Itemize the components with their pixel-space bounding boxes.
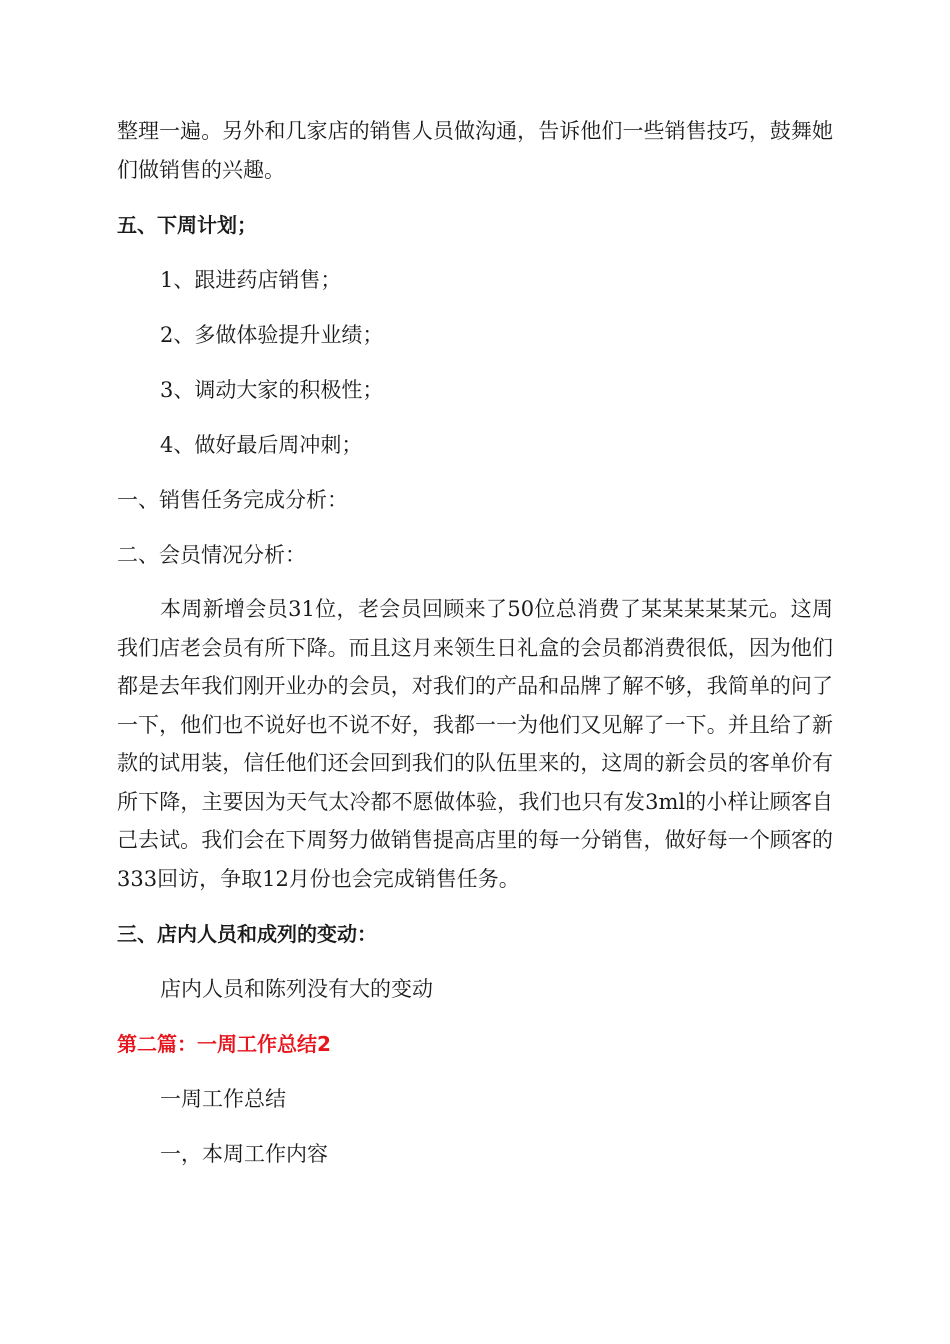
heading-staff-display-changes: 三、店内人员和成列的变动：	[117, 922, 377, 946]
section-member-analysis: 二、会员情况分析：	[117, 543, 306, 567]
staff-display-changes-text: 店内人员和陈列没有大的变动	[160, 977, 433, 1001]
plan-item: 2、多做体验提升业绩；	[160, 323, 384, 347]
member-analysis-paragraph: 本周新增会员31位，老会员回顾来了50位总消费了某某某某某元。这周我们店老会员有所下降。而且这月来领生日礼盒的会员都消费很低，因为他们都是去年我们刚开业办的会员，对我们的产品和品牌了解不够，我简单的问了一下，他们也不说好也不说不好，我都一一为他们又见解了一下。并且给了新款的试用装，信任他们还会回到我们的队伍里来的，这周的新会员的客单价有所下降，主要因为天气太冷都不愿做体验，我们也只有发3ml的小样让顾客自己去试。我们会在下周努力做销售提高店里的每一分销售，做好每一个顾客的333回访，争取12月份也会完成销售任务。	[117, 597, 833, 891]
intro-paragraph: 整理一遍。另外和几家店的销售人员做沟通，告诉他们一些销售技巧，鼓舞她们做销售的兴趣。	[117, 119, 833, 182]
plan-item: 3、调动大家的积极性；	[160, 378, 384, 402]
heading-next-week-plan: 五、下周计划；	[117, 213, 257, 237]
chapter-2-item: 一，本周工作内容	[160, 1142, 328, 1166]
plan-item: 4、做好最后周冲刺；	[160, 433, 363, 457]
plan-item: 1、跟进药店销售；	[160, 268, 342, 292]
chapter-2-subtitle: 一周工作总结	[160, 1087, 286, 1111]
chapter-2-title: 第二篇：一周工作总结2	[117, 1032, 331, 1056]
document-body	[117, 112, 833, 1173]
section-sales-analysis: 一、销售任务完成分析：	[117, 488, 348, 512]
